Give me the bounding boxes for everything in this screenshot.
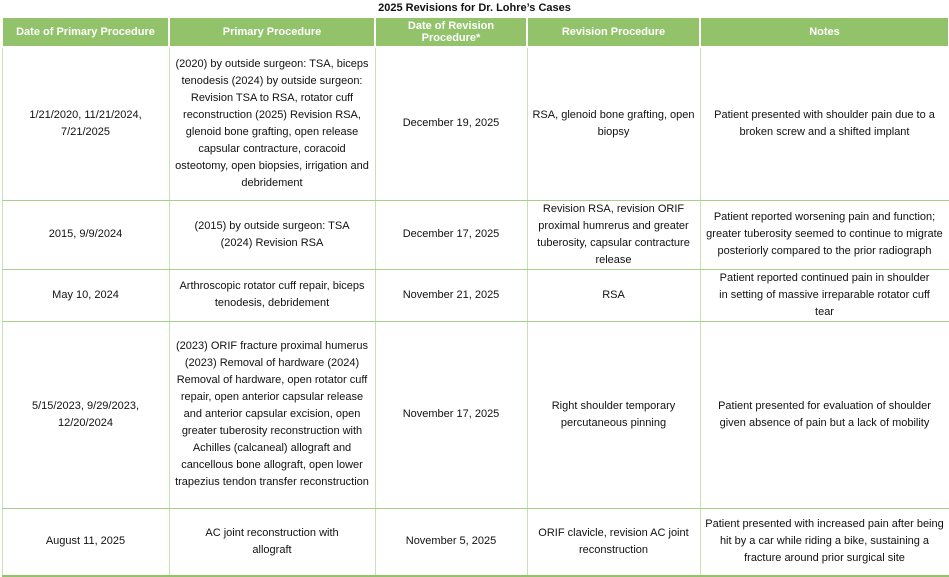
revision-procedure-cell: RSA: [527, 269, 700, 321]
header-primary-date: Date of Primary Procedure: [2, 17, 169, 47]
notes-cell: Patient reported continued pain in shoulder in setting of massive irreparable rotator cuff tear: [700, 269, 949, 321]
revisions-table: [1, 16, 949, 577]
table-row: [2, 200, 949, 269]
notes-cell: Patient presented with shoulder pain due to a broken screw and a shifted implant: [700, 47, 949, 200]
revision-date-cell: November 17, 2025: [375, 321, 527, 508]
table-row: [2, 269, 949, 321]
header-revision-date: Date of Revision Procedure*: [375, 17, 527, 47]
primary-date-cell: May 10, 2024: [2, 269, 169, 321]
revision-procedure-cell: Revision RSA, revision ORIF proximal humrerus and greater tuberosity, capsular contracture release: [527, 200, 700, 269]
revision-date-cell: November 21, 2025: [375, 269, 527, 321]
table-row: [2, 508, 949, 576]
revision-date-cell: December 17, 2025: [375, 200, 527, 269]
table-row: [2, 47, 949, 200]
primary-date-cell: August 11, 2025: [2, 508, 169, 576]
header-revision-procedure: Revision Procedure: [527, 17, 700, 47]
primary-procedure-cell: (2020) by outside surgeon: TSA, biceps tenodesis (2024) by outside surgeon: Revision TSA to RSA, rotator cuff reconstruction (2025) Revision RSA, glenoid bone grafting, open release capsular contracture, coracoid osteotomy, open biopsies, irrigation and debridement: [169, 47, 375, 200]
table-row: [2, 321, 949, 508]
revision-procedure-cell: Right shoulder temporary percutaneous pinning: [527, 321, 700, 508]
revision-procedure-cell: RSA, glenoid bone grafting, open biopsy: [527, 47, 700, 200]
header-notes: Notes: [700, 17, 949, 47]
header-row: [2, 17, 949, 47]
revision-date-cell: December 19, 2025: [375, 47, 527, 200]
header-primary-procedure: Primary Procedure: [169, 17, 375, 47]
revision-procedure-cell: ORIF clavicle, revision AC joint reconstruction: [527, 508, 700, 576]
primary-date-cell: 2015, 9/9/2024: [2, 200, 169, 269]
notes-cell: Patient reported worsening pain and function; greater tuberosity seemed to continue to migrate posteriorly compared to the prior radiograph: [700, 200, 949, 269]
revision-date-cell: November 5, 2025: [375, 508, 527, 576]
primary-procedure-cell: (2015) by outside surgeon: TSA (2024) Revision RSA: [169, 200, 375, 269]
primary-procedure-cell: AC joint reconstruction with allograft: [169, 508, 375, 576]
primary-procedure-cell: (2023) ORIF fracture proximal humerus (2023) Removal of hardware (2024) Removal of hardware, open rotator cuff repair, open anterior capsular release and anterior capsular excision, open greater tuberosity reconstruction with Achilles (calcaneal) allograft and cancellous bone allograft, open lower trapezius tendon transfer reconstruction: [169, 321, 375, 508]
primary-date-cell: 5/15/2023, 9/29/2023, 12/20/2024: [2, 321, 169, 508]
primary-date-cell: 1/21/2020, 11/21/2024, 7/21/2025: [2, 47, 169, 200]
notes-cell: Patient presented for evaluation of shoulder given absence of pain but a lack of mobility: [700, 321, 949, 508]
table-title: 2025 Revisions for Dr. Lohre’s Cases: [378, 2, 571, 14]
primary-procedure-cell: Arthroscopic rotator cuff repair, biceps tenodesis, debridement: [169, 269, 375, 321]
notes-cell: Patient presented with increased pain after being hit by a car while riding a bike, sustaining a fracture around prior surgical site: [700, 508, 949, 576]
